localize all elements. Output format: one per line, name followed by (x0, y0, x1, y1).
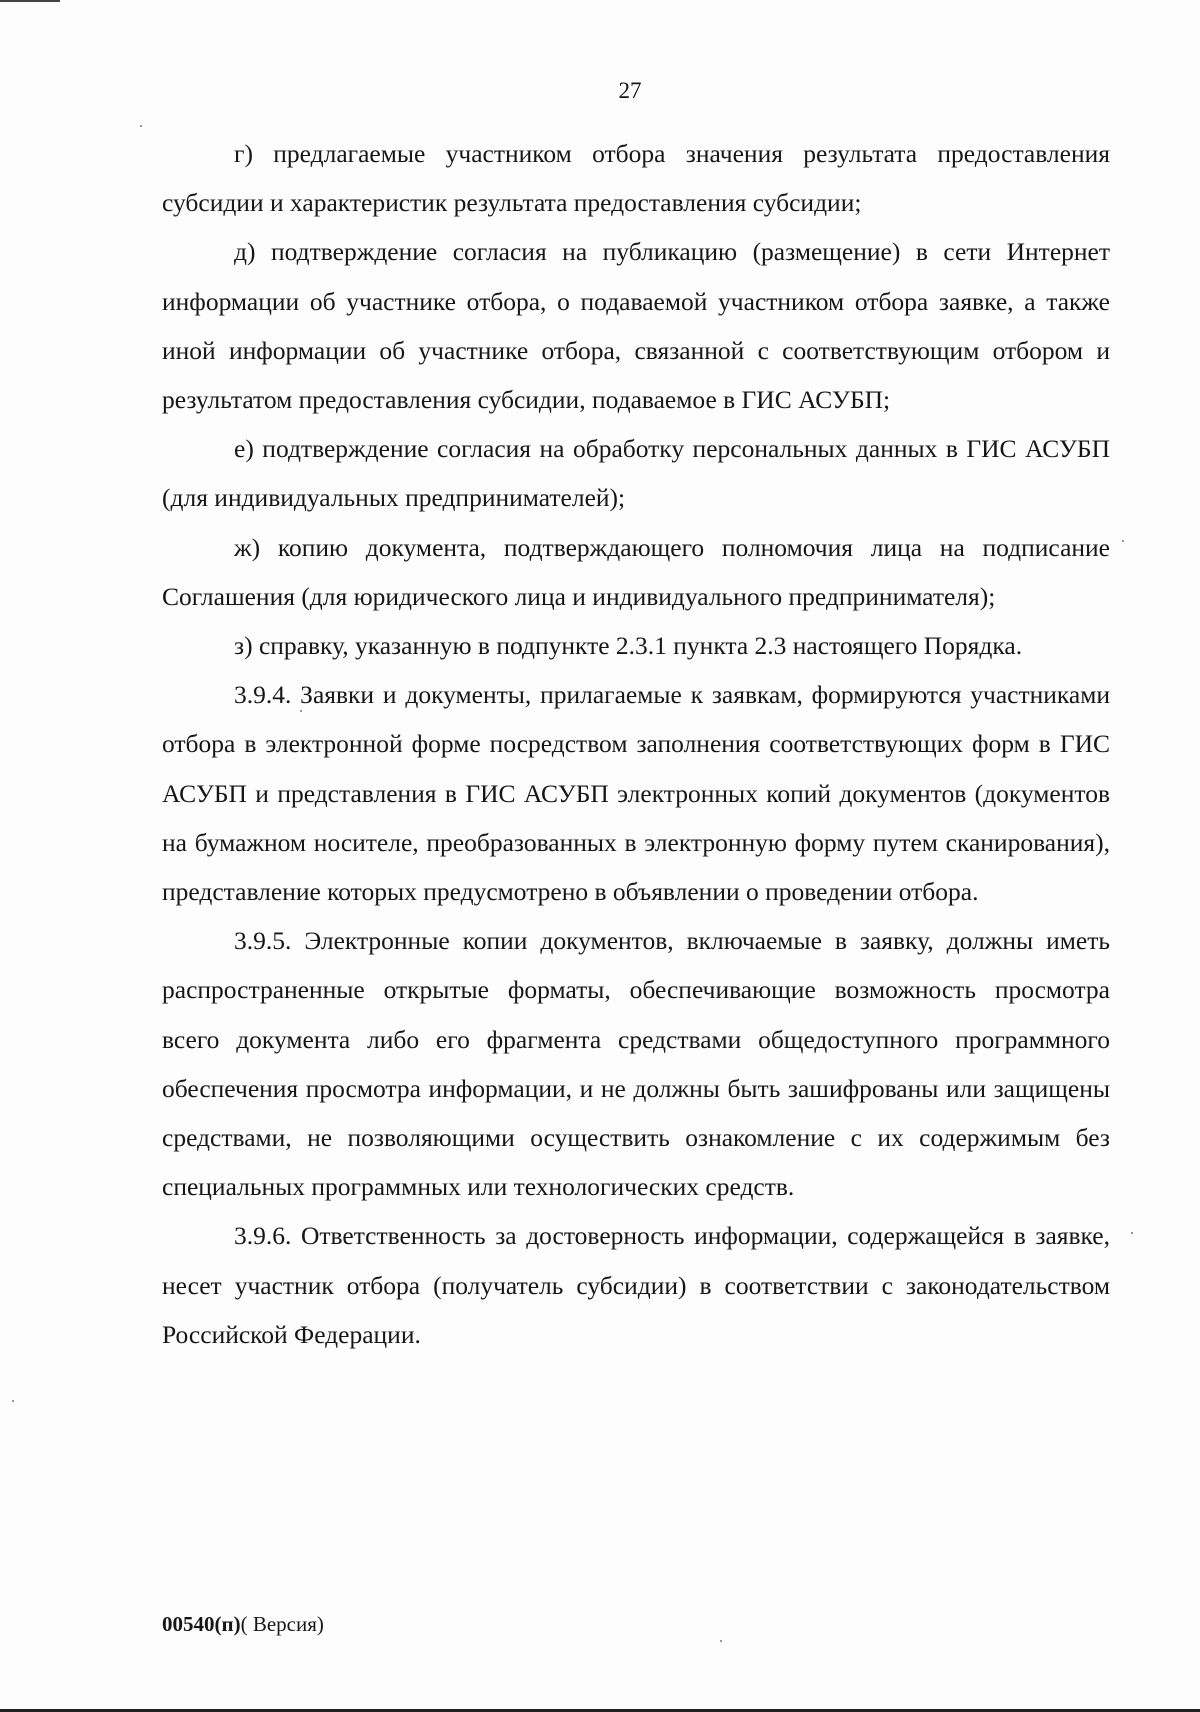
scan-speck (1131, 1232, 1133, 1234)
paragraph-3-9-6: 3.9.6. Ответственность за достоверность информации, содержащейся в заявке, несет участник отбора (получатель субсидии) в соответствии с законодательством Российской Федерации. (162, 1221, 1110, 1349)
paragraph-zh: ж) копию документа, подтверждающего полномочия лица на подписание Соглашения (для юридического лица и индивидуального предпринимателя); (162, 532, 1110, 611)
document-body (162, 129, 1110, 1359)
scan-speck (140, 125, 142, 127)
page-number: 27 (618, 78, 642, 103)
paragraph-d: д) подтверждение согласия на публикацию (размещение) в сети Интернет информации об участнике отбора, о подаваемой участником отбора заявке, а также иной информации об участнике отбора, связанной с соответствующим отбором и результатом предоставления субсидии, подаваемое в ГИС АСУБП; (162, 237, 1110, 415)
footer-version: ( Версия) (240, 1612, 324, 1636)
paragraph-3-9-5: 3.9.5. Электронные копии документов, включаемые в заявку, должны иметь распространенные открытые форматы, обеспечивающие возможность просмотра всего документа либо его фрагмента средствами общедоступного программного обеспечения просмотра информации, и не должны быть зашифрованы или защищены средствами, не позволяющими осуществить ознакомление с их содержимым без специальных программных или технологических средств. (162, 926, 1110, 1202)
scan-edge-top (0, 0, 60, 2)
paragraph-z: з) справку, указанную в подпункте 2.3.1 пункта 2.3 настоящего Порядка. (234, 631, 1023, 661)
paragraph-g: г) предлагаемые участником отбора значения результата предоставления субсидии и характеристик результата предоставления субсидии; (162, 139, 1110, 218)
scan-speck (12, 1400, 14, 1402)
scan-speck (1122, 540, 1124, 542)
scan-speck (300, 710, 302, 712)
scan-speck (720, 1640, 722, 1642)
paragraph-e: е) подтверждение согласия на обработку персональных данных в ГИС АСУБП (для индивидуальных предпринимателей); (162, 434, 1110, 513)
document-footer (162, 1612, 324, 1637)
footer-code: 00540(п) (162, 1612, 241, 1636)
paragraph-3-9-4: 3.9.4. Заявки и документы, прилагаемые к заявкам, формируются участниками отбора в электронной форме посредством заполнения соответствующих форм в ГИС АСУБП и представления в ГИС АСУБП электронных копий документов (документов на бумажном носителе, преобразованных в электронную форму путем сканирования), представление которых предусмотрено в объявлении о проведении отбора. (162, 680, 1110, 907)
